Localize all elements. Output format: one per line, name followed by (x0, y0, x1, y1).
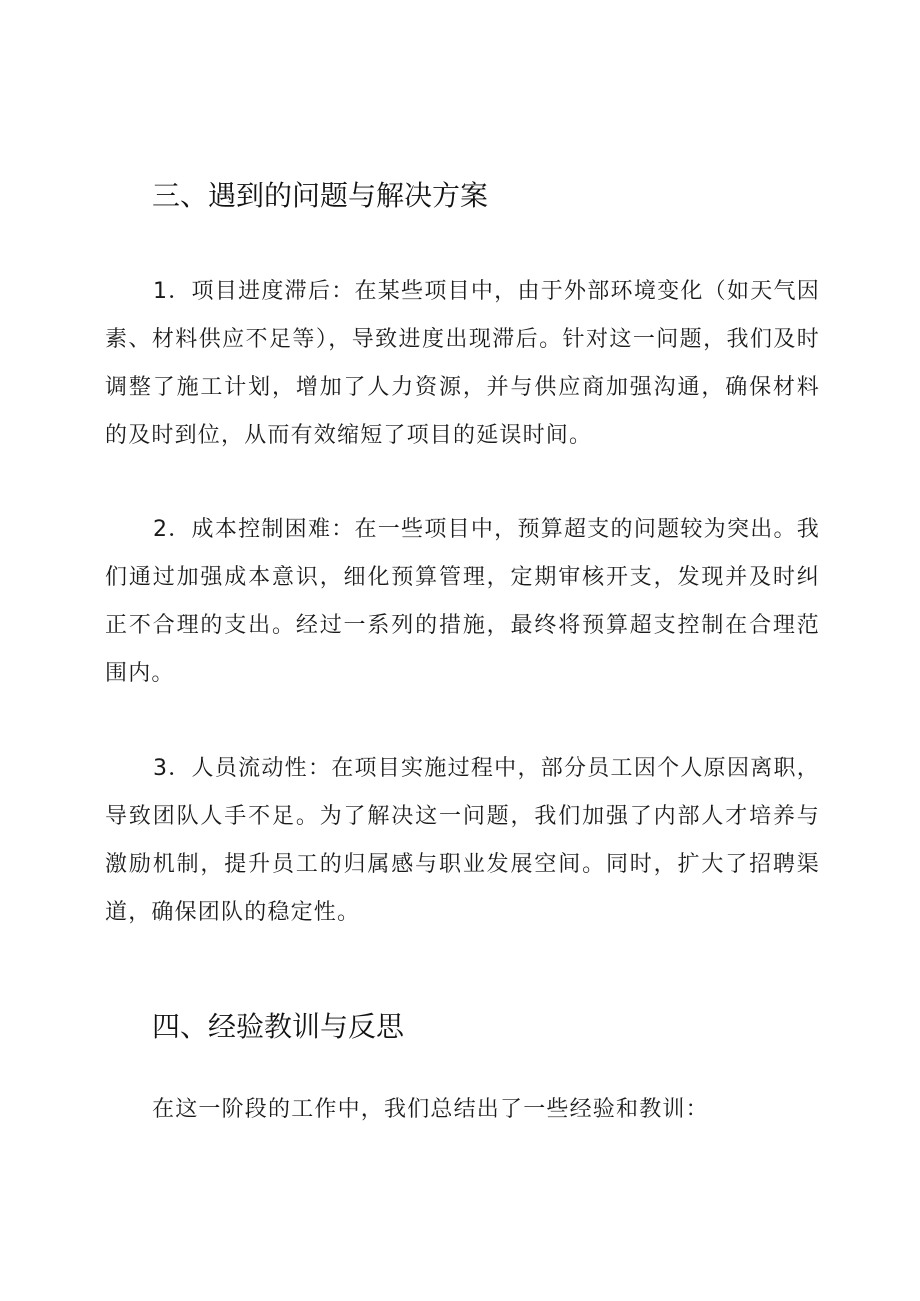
section-4-heading: 四、经验教训与反思 (152, 1010, 405, 1043)
section-3-heading: 三、遇到的问题与解决方案 (152, 179, 489, 212)
problem-item-3: 3．人员流动性：在项目实施过程中，部分员工因个人原因离职，导致团队人手不足。为了解决这一问题，我们加强了内部人才培养与激励机制，提升员工的归属感与职业发展空间。同时，扩大了招聘渠道，确保团队的稳定性。 (105, 756, 820, 925)
problem-item-2: 2．成本控制困难：在一些项目中，预算超支的问题较为突出。我们通过加强成本意识，细化预算管理，定期审核开支，发现并及时纠正不合理的支出。经过一系列的措施，最终将预算超支控制在合理范围内。 (105, 517, 820, 686)
problem-item-1: 1．项目进度滞后：在某些项目中，由于外部环境变化（如天气因素、材料供应不足等），导致进度出现滞后。针对这一问题，我们及时调整了施工计划，增加了人力资源，并与供应商加强沟通，确保材料的及时到位，从而有效缩短了项目的延误时间。 (105, 279, 820, 448)
section-4-intro: 在这一阶段的工作中，我们总结出了一些经验和教训： (152, 1097, 709, 1122)
